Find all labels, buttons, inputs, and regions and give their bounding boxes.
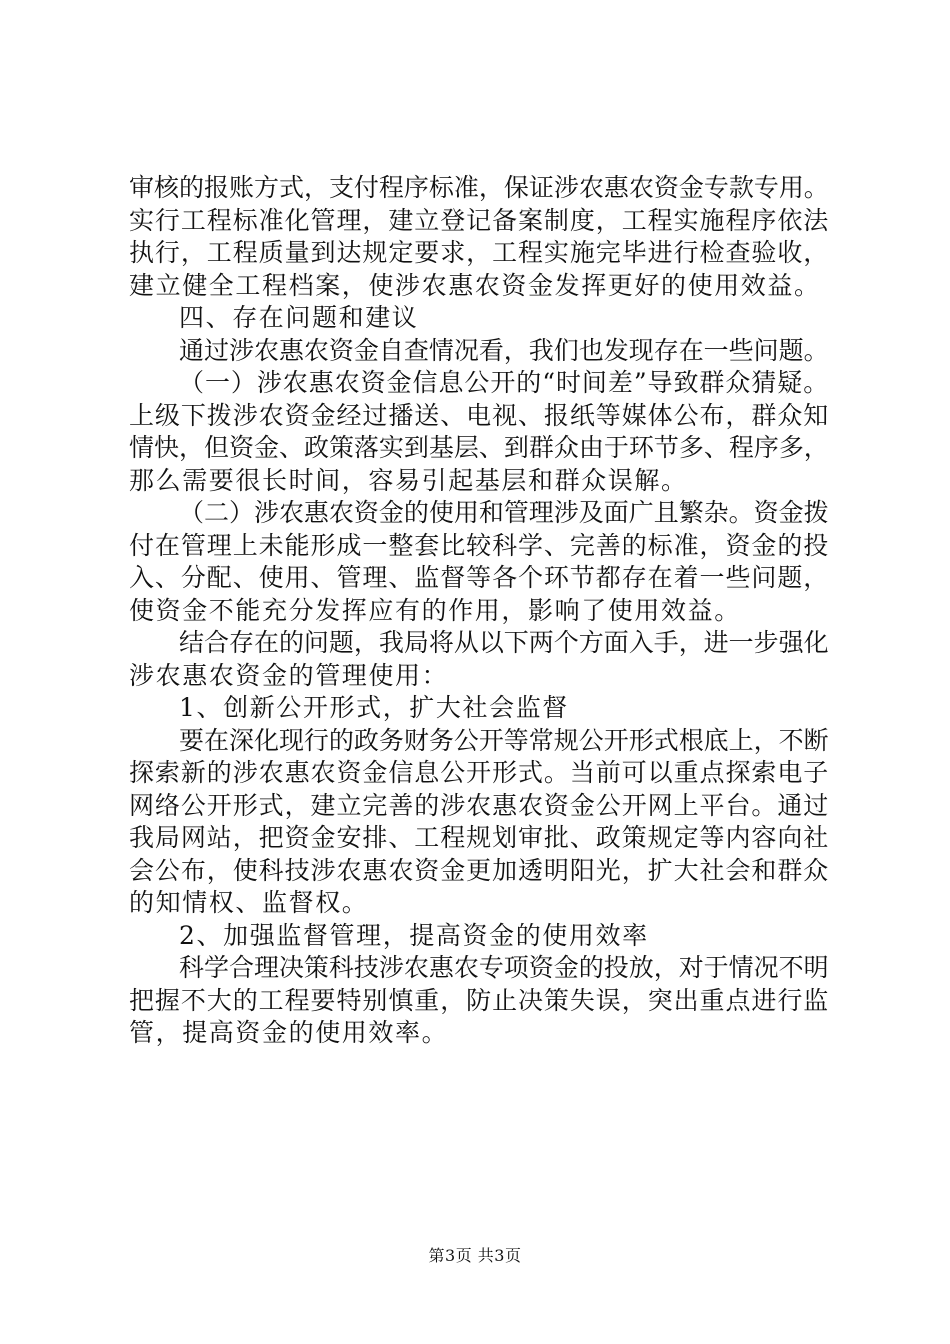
text-line: 四、存在问题和建议	[179, 303, 419, 332]
text-line: 执行，工程质量到达规定要求，工程实施完毕进行检查验收，	[129, 238, 830, 267]
text-line: 会公布，使科技涉农惠农资金更加透明阳光，扩大社会和群众	[129, 855, 830, 885]
text-line: 那么需要很长时间，容易引起基层和群众误解。	[129, 465, 688, 495]
text-line: （一）涉农惠农资金信息公开的“时间差”导致群众猜疑。	[179, 368, 830, 397]
document-body	[129, 172, 829, 1050]
text-line: 2、加强监督管理，提高资金的使用效率	[179, 920, 649, 950]
text-line: 通过涉农惠农资金自查情况看，我们也发现存在一些问题。	[179, 335, 829, 365]
text-line: 要在深化现行的政务财务公开等常规公开形式根底上，不断	[179, 725, 829, 755]
text-line: （二）涉农惠农资金的使用和管理涉及面广且繁杂。资金拨	[179, 498, 829, 527]
text-line: 入、分配、使用、管理、监督等各个环节都存在着一些问题，	[129, 563, 830, 592]
text-line: 使资金不能充分发挥应有的作用，影响了使用效益。	[129, 595, 741, 625]
text-line: 实行工程标准化管理，建立登记备案制度，工程实施程序依法	[129, 205, 830, 235]
text-line: 情快，但资金、政策落实到基层、到群众由于环节多、程序多，	[129, 433, 829, 462]
text-line: 网络公开形式，建立完善的涉农惠农资金公开网上平台。通过	[129, 790, 830, 820]
text-line: 1、创新公开形式，扩大社会监督	[179, 693, 569, 722]
text-line: 建立健全工程档案，使涉农惠农资金发挥更好的使用效益。	[129, 270, 821, 300]
text-line: 探索新的涉农惠农资金信息公开形式。当前可以重点探索电子	[129, 758, 830, 787]
text-line: 涉农惠农资金的管理使用：	[129, 660, 449, 690]
text-line: 把握不大的工程要特别慎重，防止决策失误，突出重点进行监	[129, 985, 830, 1015]
text-line: 审核的报账方式，支付程序标准，保证涉农惠农资金专款专用。	[129, 173, 829, 202]
text-line: 管，提高资金的使用效率。	[129, 1018, 449, 1047]
text-line: 的知情权、监督权。	[129, 888, 369, 917]
text-line: 上级下拨涉农资金经过播送、电视、报纸等媒体公布，群众知	[129, 400, 830, 430]
page-footer: 第3页 共3页	[428, 1246, 522, 1265]
text-line: 结合存在的问题，我局将从以下两个方面入手，进一步强化	[179, 628, 829, 657]
text-line: 科学合理决策科技涉农惠农专项资金的投放，对于情况不明	[179, 953, 829, 982]
text-line: 付在管理上未能形成一整套比较科学、完善的标准，资金的投	[129, 530, 830, 560]
text-line: 我局网站，把资金安排、工程规划审批、政策规定等内容向社	[129, 823, 830, 852]
